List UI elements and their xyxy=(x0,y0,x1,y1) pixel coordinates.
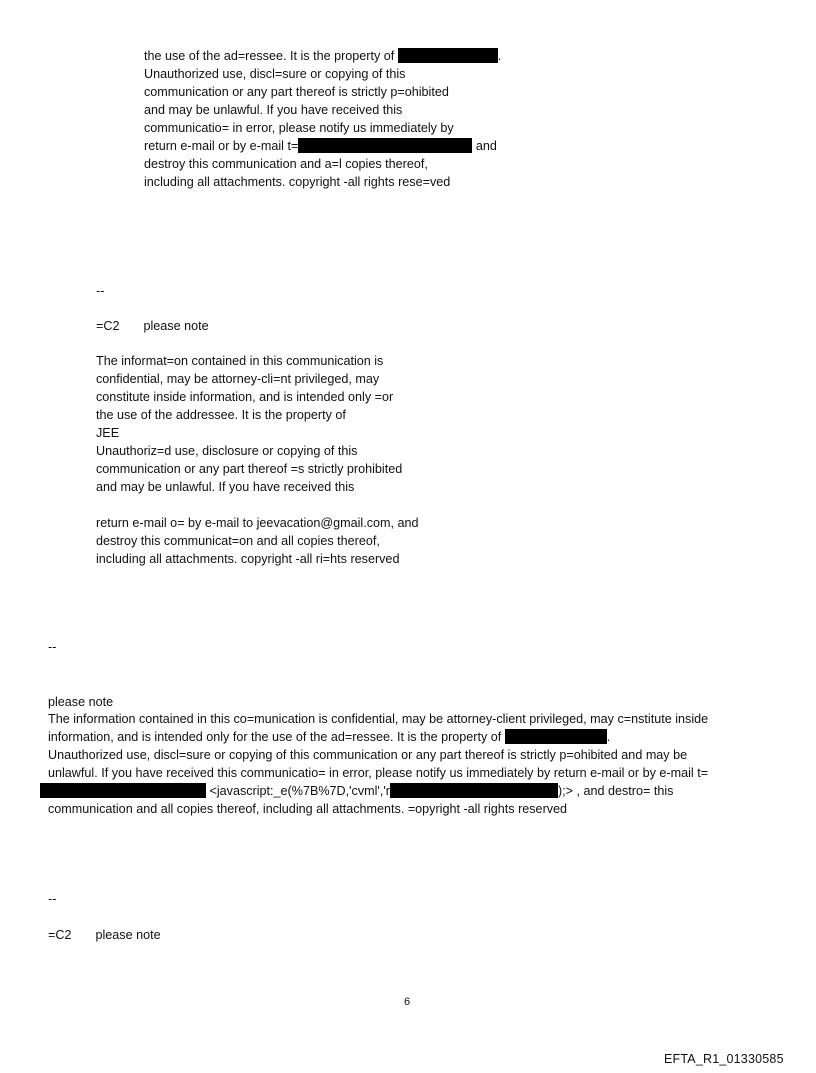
block1-line-5: communicatio= in error, please notify us immediately by xyxy=(144,121,454,135)
block1-line-1: the use of the ad=ressee. It is the property of . xyxy=(144,49,502,63)
block2-line-9: return e-mail o= by e-mail to jeevacation@gmail.com, and xyxy=(96,516,419,530)
block2-line-5: JEE xyxy=(96,426,120,440)
block3-line-2: information, and is intended only for the use of the ad=ressee. It is the property of . xyxy=(48,730,611,744)
redaction-bar xyxy=(298,138,472,153)
block3-line-5: <javascript:_e(%7B%7D,'cvml','r );> , and destro= this xyxy=(40,782,673,800)
separator: -- xyxy=(96,284,105,298)
block1-line-2: Unauthorized use, discl=sure or copying of this xyxy=(144,67,406,81)
separator: -- xyxy=(48,892,57,906)
block3-line-4: unlawful. If you have received this communicatio= in error, please notify us immediately by return e-mail or by e-mail t= xyxy=(48,766,709,780)
document-id: EFTA_R1_01330585 xyxy=(664,1052,784,1066)
block2-line-11: including all attachments. copyright -all ri=hts reserved xyxy=(96,552,400,566)
block1-line-8: including all attachments. copyright -all rights rese=ved xyxy=(144,175,451,189)
block2-line-4: the use of the addressee. It is the property of xyxy=(96,408,346,422)
block2-line-6: Unauthoriz=d use, disclosure or copying of this xyxy=(96,444,358,458)
redaction-bar xyxy=(390,783,558,798)
block2-heading: =C2 please note xyxy=(96,319,209,333)
separator: -- xyxy=(48,640,57,654)
redaction-bar xyxy=(505,729,607,744)
block2-line-8: and may be unlawful. If you have received this xyxy=(96,480,355,494)
block2-line-7: communication or any part thereof =s strictly prohibited xyxy=(96,462,403,476)
block2-line-10: destroy this communicat=on and all copies thereof, xyxy=(96,534,380,548)
block1-line-4: and may be unlawful. If you have received this xyxy=(144,103,403,117)
block4-heading: =C2 please note xyxy=(48,928,161,942)
redaction-bar xyxy=(40,783,206,798)
block3-line-1: The information contained in this co=munication is confidential, may be attorney-client privileged, may c=nstitute inside xyxy=(48,712,709,726)
block3-heading: please note xyxy=(48,695,114,709)
block2-line-3: constitute inside information, and is intended only =or xyxy=(96,390,394,404)
block2-line-2: confidential, may be attorney-cli=nt privileged, may xyxy=(96,372,380,386)
block3-line-3: Unauthorized use, discl=sure or copying of this communication or any part thereof is strictly p=ohibited and may be xyxy=(48,748,688,762)
block1-line-7: destroy this communication and a=l copies thereof, xyxy=(144,157,428,171)
block1-line-3: communication or any part thereof is strictly p=ohibited xyxy=(144,85,449,99)
page-number: 6 xyxy=(404,996,411,1008)
block3-line-6: communication and all copies thereof, including all attachments. =opyright -all rights reserved xyxy=(48,802,568,816)
block2-line-1: The informat=on contained in this communication is xyxy=(96,354,384,368)
block1-line-6: return e-mail or by e-mail t= and xyxy=(144,139,497,153)
redaction-bar xyxy=(398,48,498,63)
